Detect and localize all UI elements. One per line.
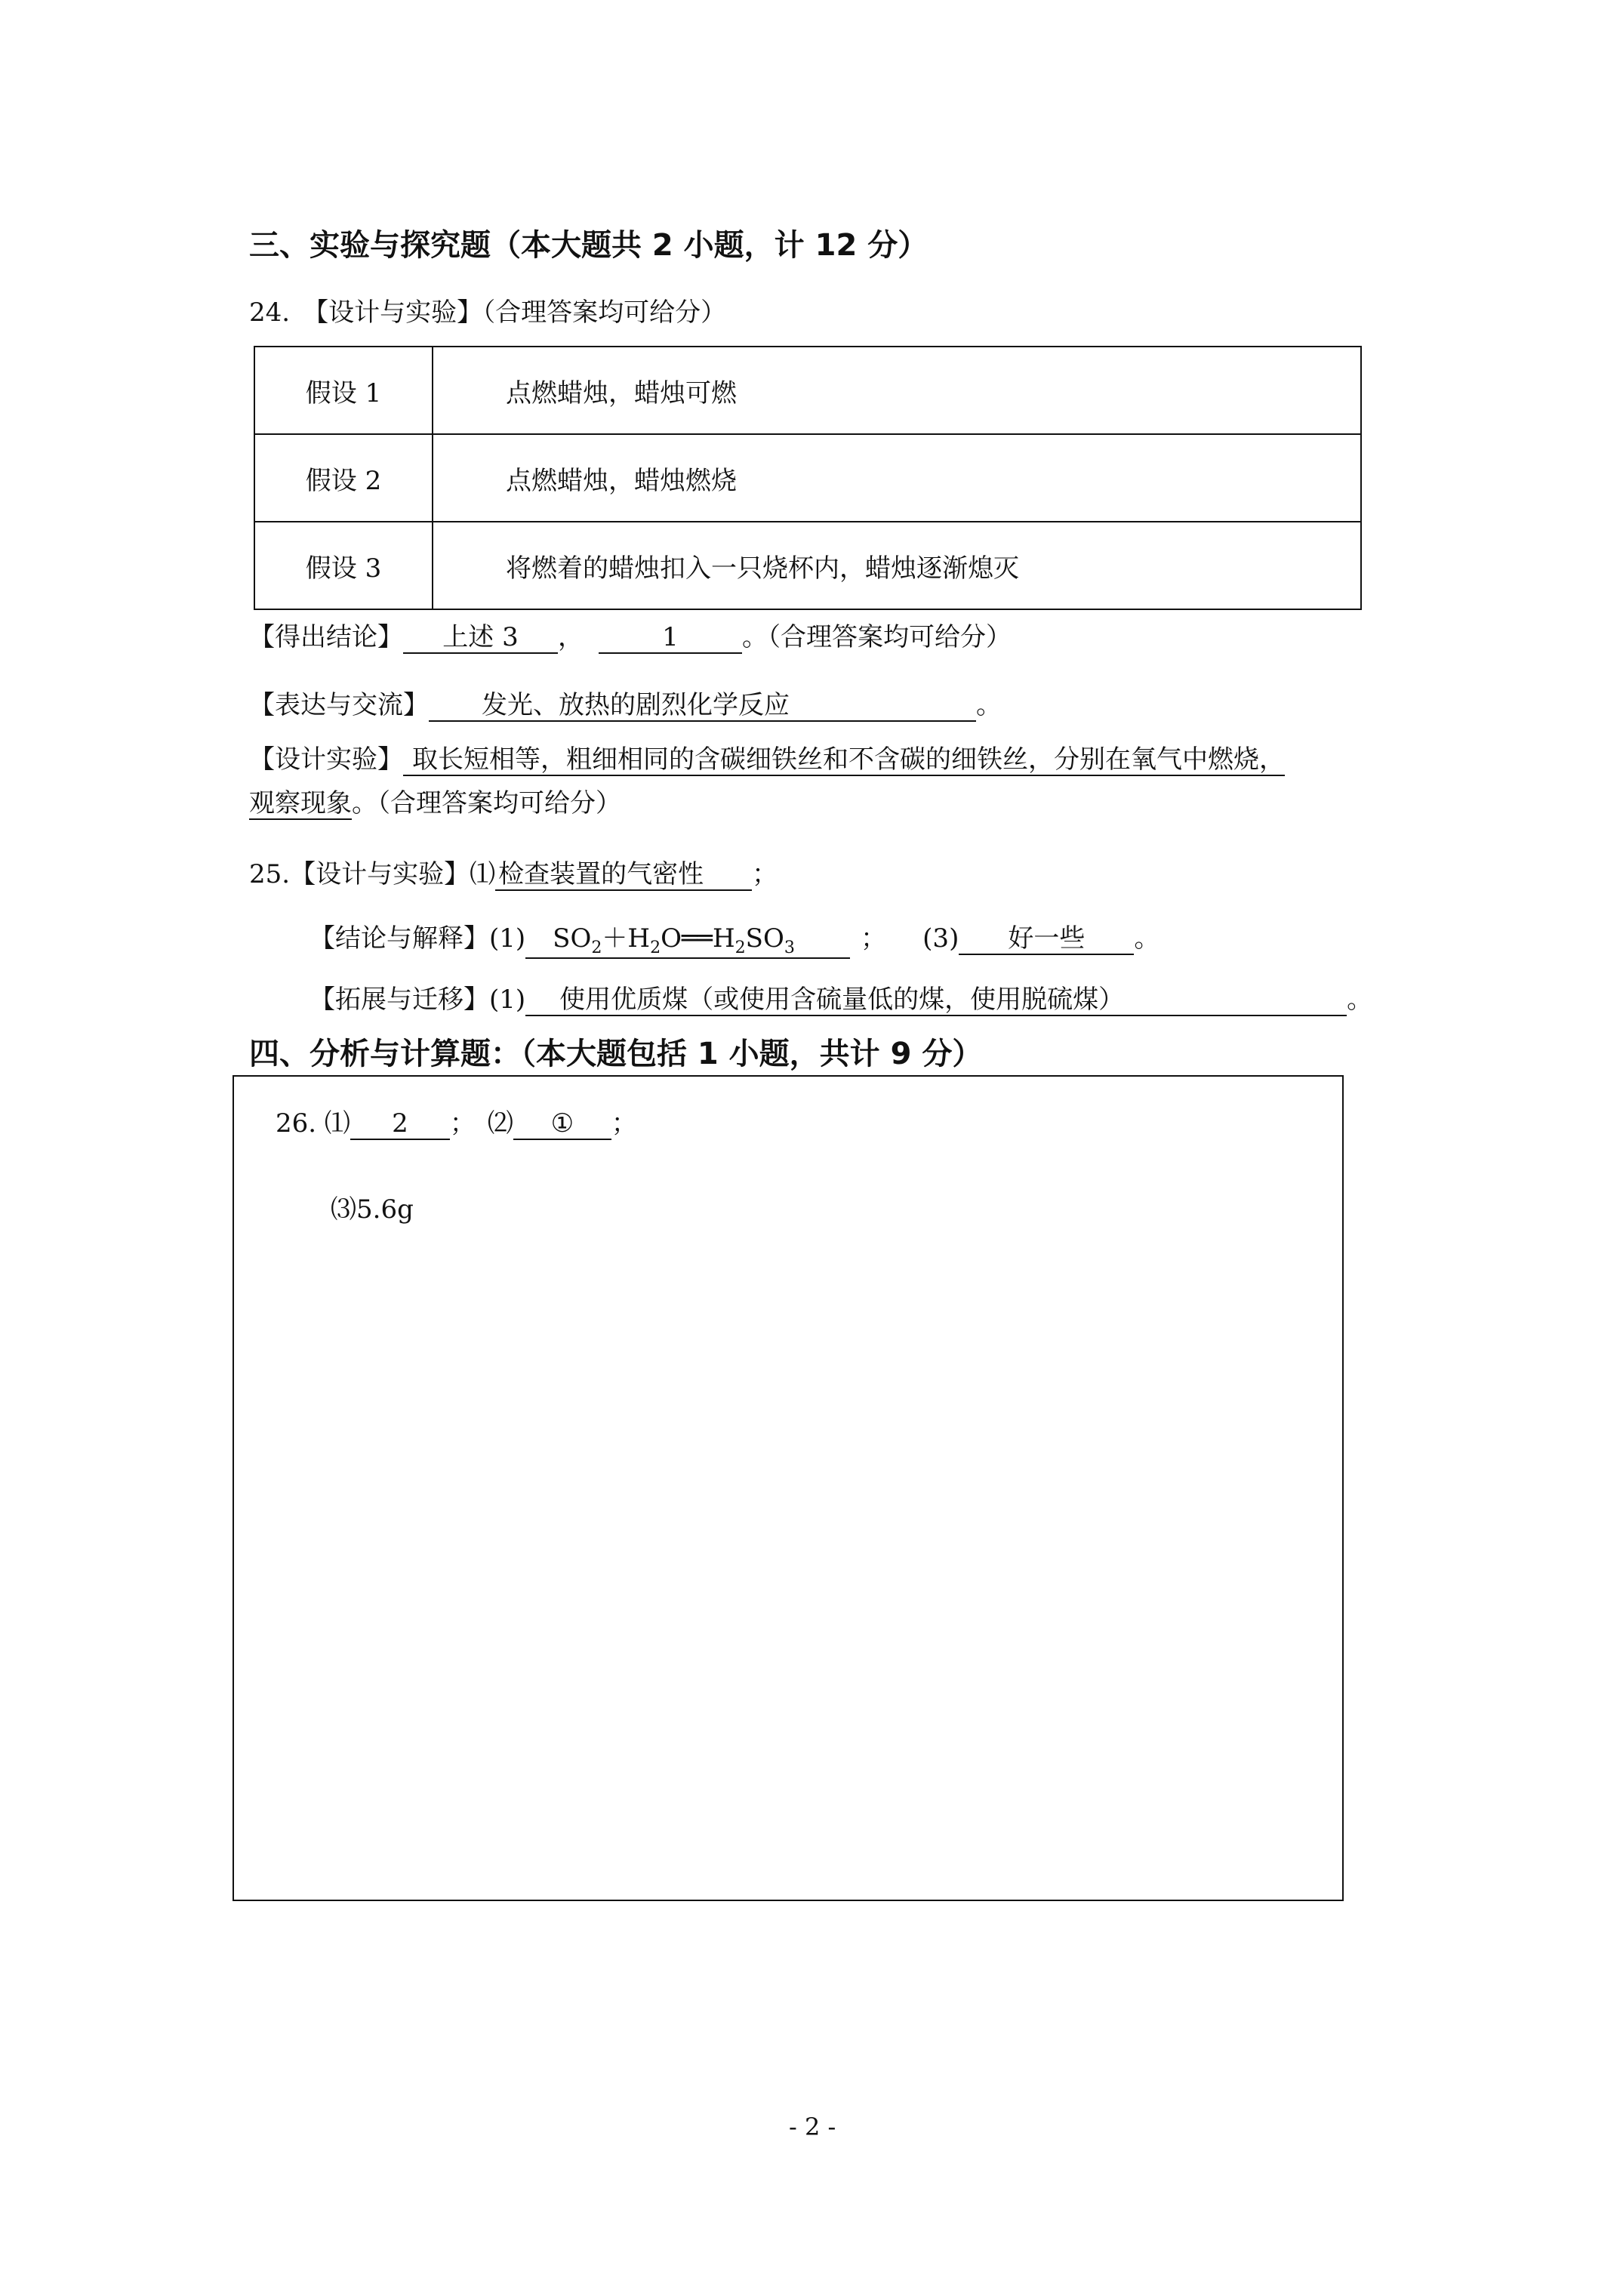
explain-label-3: (3) bbox=[922, 923, 959, 954]
hypothesis-content: 将燃着的蜡烛扣入一只烧杯内，蜡烛逐渐熄灭 bbox=[433, 522, 1361, 609]
design-line-2 bbox=[249, 782, 621, 820]
table-row bbox=[254, 434, 1361, 522]
q26-line bbox=[276, 1102, 637, 1140]
extend-line bbox=[310, 978, 1372, 1016]
conclusion-answer-1: 上述 3 bbox=[403, 623, 558, 654]
section3-title: 三、实验与探究题（本大题共 2 小题，计 12 分） bbox=[249, 228, 929, 263]
extend-label: 【拓展与迁移】(1) bbox=[310, 985, 526, 1015]
design-answer-line2: 观察现象 bbox=[249, 789, 352, 820]
express-end: 。 bbox=[976, 690, 1002, 720]
extend-answer: 使用优质煤（或使用含硫量低的煤，使用脱硫煤） bbox=[525, 985, 1347, 1016]
page-number: - 2 - bbox=[789, 2113, 836, 2141]
design-note: 。（合理答案均可给分） bbox=[352, 788, 621, 818]
explain-separator: ； bbox=[861, 923, 887, 954]
q25-line bbox=[249, 853, 778, 891]
hypothesis-name: 假设 2 bbox=[254, 434, 433, 522]
section4-title: 四、分析与计算题：（本大题包括 1 小题，共计 9 分） bbox=[249, 1037, 983, 1071]
q26-part-3: ⑶5.6g bbox=[331, 1194, 414, 1225]
table-row bbox=[254, 522, 1361, 609]
design-line-1 bbox=[249, 738, 1285, 776]
q26-label-1: 26. ⑴ bbox=[276, 1108, 350, 1139]
q26-label-2: ⑵ bbox=[487, 1108, 513, 1139]
q26-answer-2: ① bbox=[513, 1109, 611, 1140]
hypothesis-content: 点燃蜡烛，蜡烛可燃 bbox=[433, 347, 1361, 434]
equation-answer: $SO_2+H_2O══H_2SO_3$ bbox=[525, 924, 850, 959]
hypothesis-name: 假设 3 bbox=[254, 522, 433, 609]
express-line bbox=[249, 684, 1002, 722]
explain-label: 【结论与解释】(1) bbox=[310, 923, 526, 954]
explain-end: 。 bbox=[1134, 923, 1160, 954]
q25-answer: 检查装置的气密性 bbox=[495, 860, 752, 891]
conclusion-line bbox=[249, 616, 1012, 654]
q24-label: 24. 【设计与实验】（合理答案均可给分） bbox=[249, 297, 727, 328]
q26-answer-1: 2 bbox=[350, 1109, 450, 1140]
conclusion-separator: ， bbox=[558, 622, 584, 652]
design-label: 【设计实验】 bbox=[249, 744, 403, 775]
hypothesis-name: 假设 1 bbox=[254, 347, 433, 434]
explain-answer-3: 好一些 bbox=[959, 924, 1134, 955]
design-answer-line1: 取长短相等，粗细相同的含碳细铁丝和不含碳的细铁丝，分别在氧气中燃烧， bbox=[403, 745, 1285, 776]
conclusion-answer-2: 1 bbox=[599, 623, 742, 654]
explain-line bbox=[310, 917, 1160, 959]
express-answer: 发光、放热的剧烈化学反应 bbox=[429, 691, 976, 722]
hypothesis-content: 点燃蜡烛，蜡烛燃烧 bbox=[433, 434, 1361, 522]
extend-end: 。 bbox=[1347, 985, 1373, 1015]
hypothesis-table bbox=[254, 346, 1362, 610]
q26-separator-2: ； bbox=[611, 1108, 637, 1139]
express-label: 【表达与交流】 bbox=[249, 690, 429, 720]
conclusion-label: 【得出结论】 bbox=[249, 622, 403, 652]
conclusion-note: 。（合理答案均可给分） bbox=[742, 622, 1012, 652]
q26-separator-1: ； bbox=[449, 1108, 476, 1139]
table-row bbox=[254, 347, 1361, 434]
q25-label: 25.【设计与实验】⑴ bbox=[249, 859, 496, 889]
q25-end: ； bbox=[752, 859, 778, 889]
